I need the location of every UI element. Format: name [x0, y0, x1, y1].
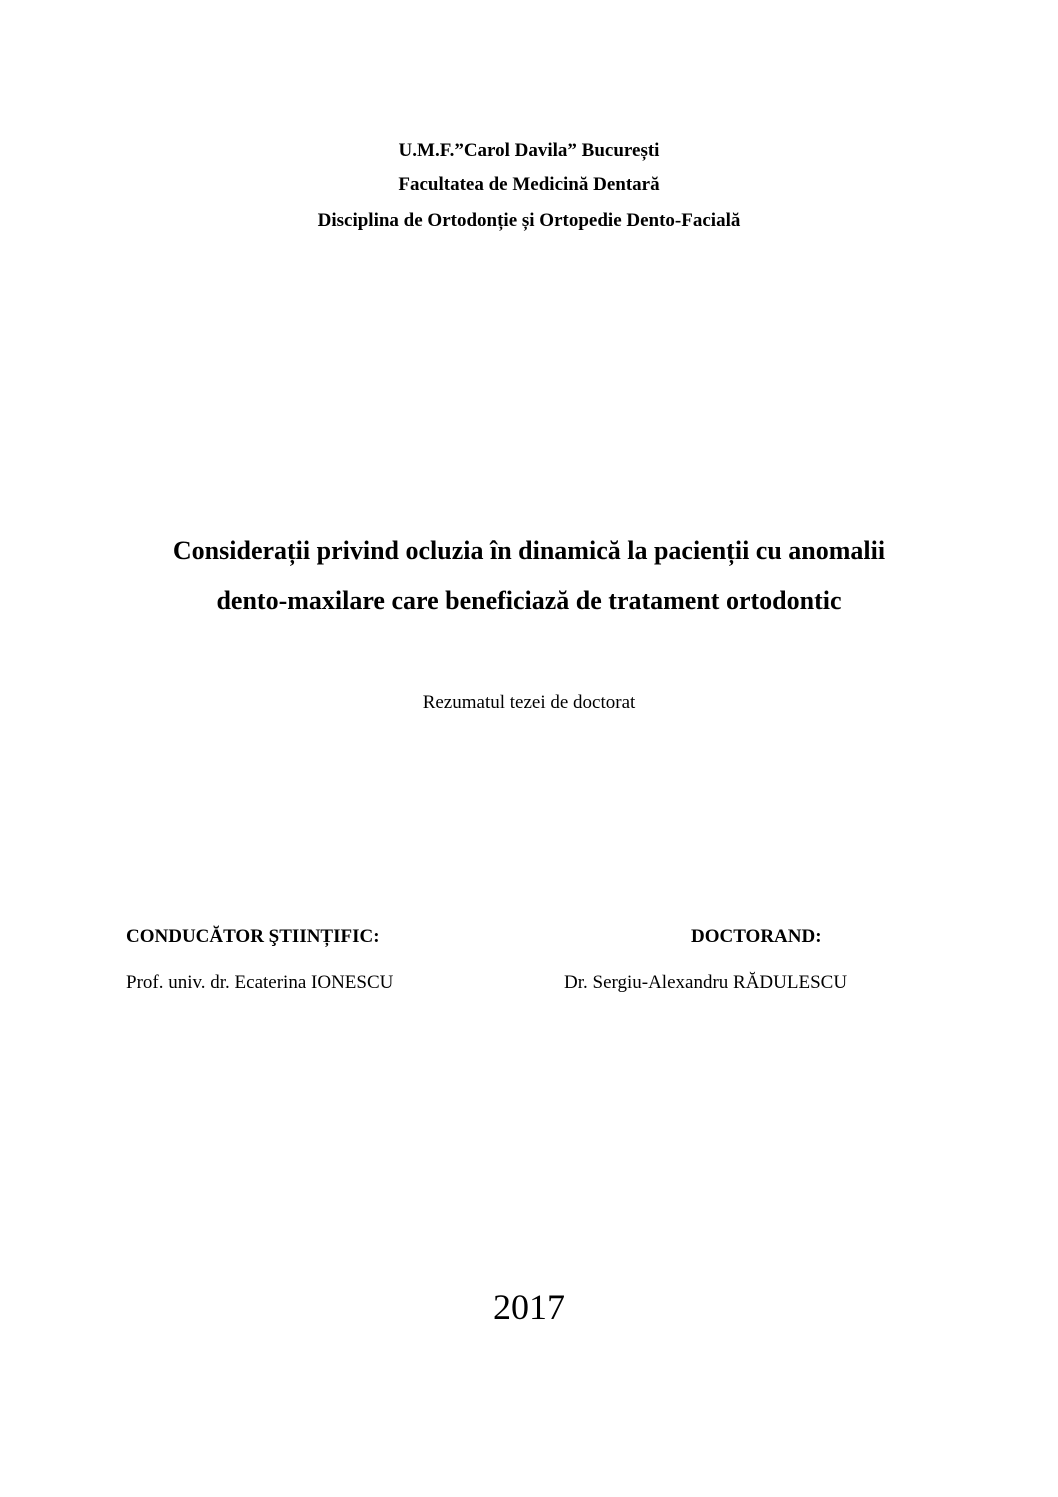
university-name: U.M.F.”Carol Davila” București	[398, 140, 660, 161]
supervisor-label: CONDUCĂTOR ŞTIINȚIFIC:	[126, 926, 380, 947]
year: 2017	[493, 1287, 565, 1327]
thesis-title-line-1: Considerații privind ocluzia în dinamică la pacienții cu anomalii	[172, 536, 886, 565]
faculty-name: Facultatea de Medicină Dentară	[398, 174, 660, 195]
candidate-label: DOCTORAND:	[691, 926, 822, 947]
thesis-title-line-2: dento-maxilare care beneficiază de tratament ortodontic	[216, 586, 842, 615]
supervisor-name: Prof. univ. dr. Ecaterina IONESCU	[126, 972, 394, 993]
discipline-name: Disciplina de Ortodonție și Ortopedie Dento-Facială	[317, 210, 741, 231]
thesis-subtitle: Rezumatul tezei de doctorat	[422, 692, 636, 713]
candidate-name: Dr. Sergiu-Alexandru RĂDULESCU	[564, 972, 848, 993]
